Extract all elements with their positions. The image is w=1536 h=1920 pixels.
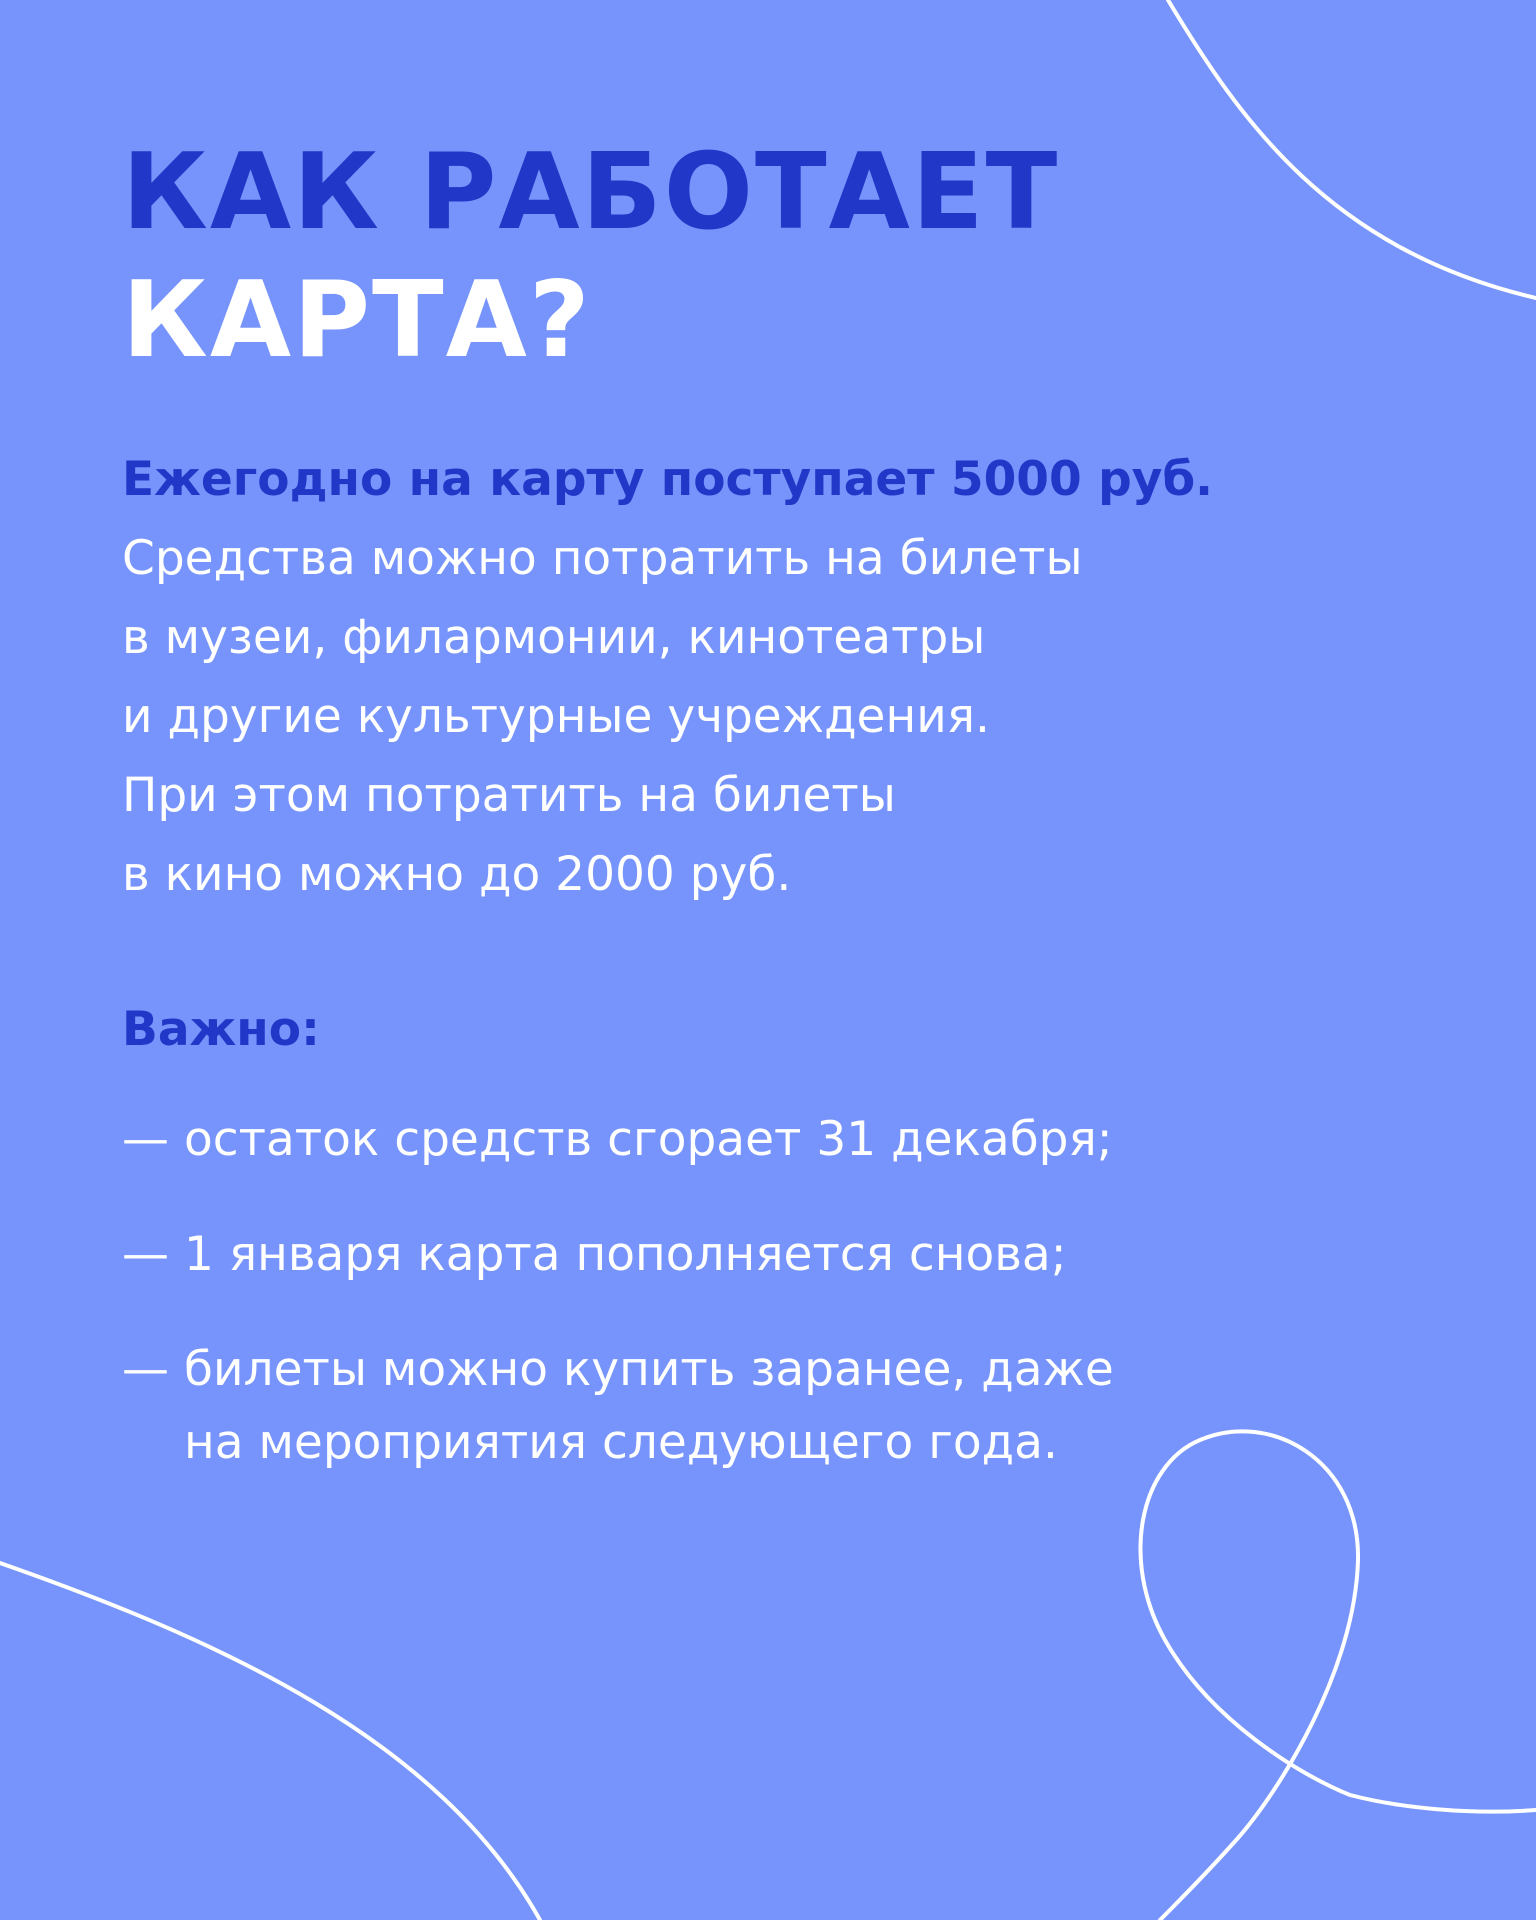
list-item-text: билеты можно купить заранее, даже (184, 1342, 1114, 1397)
description (122, 440, 1213, 914)
description-line: в музеи, филармонии, кинотеатры (122, 610, 986, 665)
dash-bullet: — (122, 1112, 169, 1167)
list-item-text: 1 января карта пополняется снова; (184, 1227, 1067, 1282)
description-line: Средства можно потратить на билеты (122, 531, 1083, 586)
page-title-line-2: КАРТА? (122, 259, 592, 381)
page-title-line-1: КАК РАБОТАЕТ (122, 131, 1060, 253)
description-line: в кино можно до 2000 руб. (122, 847, 792, 902)
bottom-left-curve (0, 1563, 540, 1920)
dash-bullet: — (122, 1342, 169, 1397)
description-line: При этом потратить на билеты (122, 768, 896, 823)
important-heading: Важно: (122, 1002, 320, 1057)
list-item-text: на мероприятия следующего года. (184, 1415, 1058, 1470)
important-list (122, 1103, 1114, 1521)
description-lead: Ежегодно на карту поступает 5000 руб. (122, 452, 1214, 507)
list-item (122, 1103, 1114, 1176)
list-item (122, 1333, 1114, 1479)
top-right-curve (1168, 0, 1536, 298)
bottom-right-loop (1140, 1431, 1536, 1920)
description-line: и другие культурные учреждения. (122, 689, 990, 744)
list-item (122, 1218, 1114, 1291)
list-item-text: остаток средств сгорает 31 декабря; (184, 1112, 1113, 1167)
dash-bullet: — (122, 1227, 169, 1282)
